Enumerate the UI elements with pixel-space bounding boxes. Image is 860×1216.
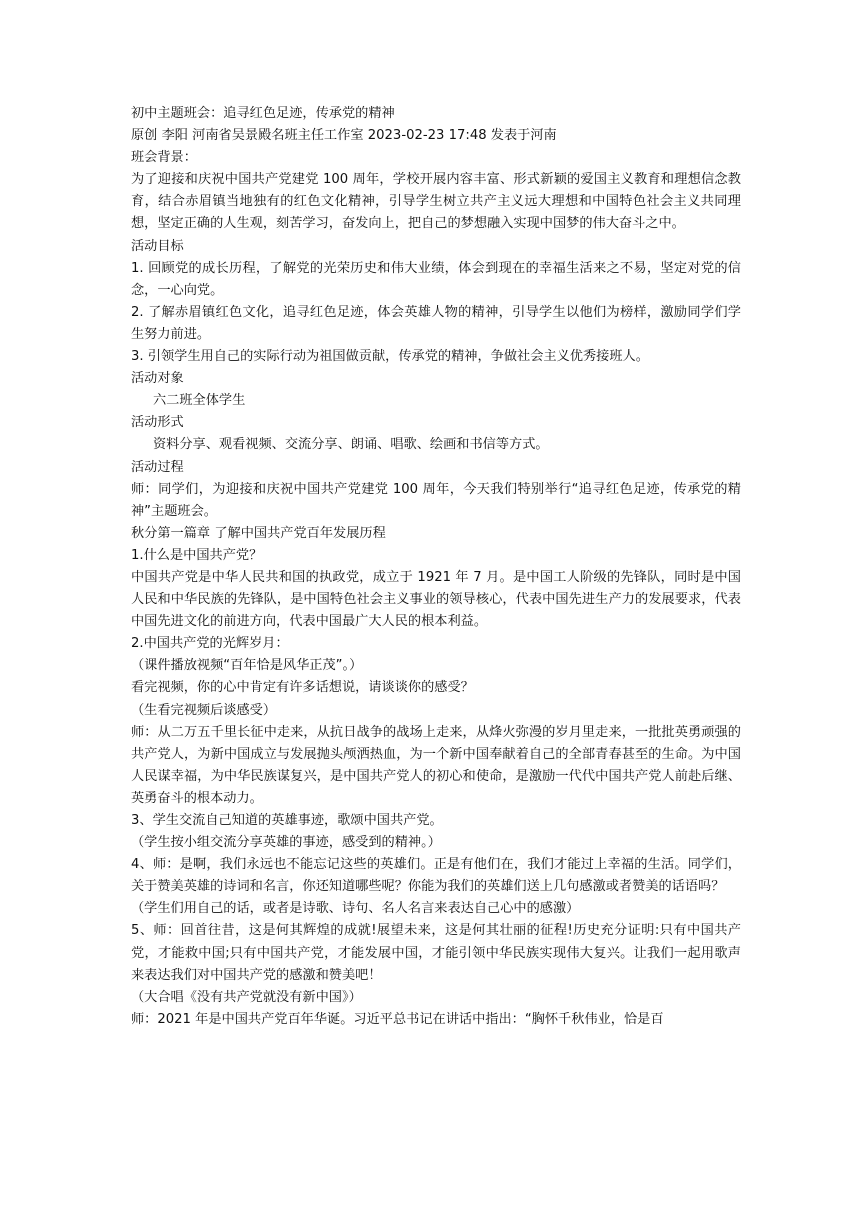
section-heading: 活动对象 <box>131 371 184 387</box>
list-item: 3. 引领学生用自己的实际行动为祖国做贡献，传承党的精神，争做社会主义优秀接班人。 <box>131 349 649 365</box>
paragraph: （学生们用自己的话，或者是诗歌、诗句、名人名言来表达自己心中的感激） <box>131 901 580 917</box>
list-item: 1.什么是中国共产党？ <box>131 547 263 563</box>
paragraph: （学生按小组交流分享英雄的事迹，感受到的精神。） <box>131 835 441 851</box>
paragraph: 师：同学们，为迎接和庆祝中国共产党建党 100 周年，今天我们特别举行“追寻红色足迹，传承党的精神”主题班会。 <box>131 481 741 519</box>
paragraph: 中国共产党是中华人民共和国的执政党，成立于 1921 年 7 月。是中国工人阶级的先锋队，同时是中国人民和中华民族的先锋队，是中国特色社会主义事业的领导核心，代表中国先进生产力的发展要求，代表中国先进文化的前进方向，代表中国最广大人民的根本利益。 <box>131 569 741 630</box>
document-title: 初中主题班会：追寻红色足迹，传承党的精神 <box>131 106 395 121</box>
paragraph: 看完视频，你的心中肯定有许多话想说，请谈谈你的感受？ <box>131 680 474 696</box>
paragraph: 为了迎接和庆祝中国共产党建党 100 周年，学校开展内容丰富、形式新颖的爱国主义教育和理想信念教育，结合赤眉镇当地独有的红色文化精神，引导学生树立共产主义远大理想和中国特色社会主义共同理想，坚定正确的人生观，刻苦学习，奋发向上，把自己的梦想融入实现中国梦的伟大奋斗之中。 <box>131 172 741 232</box>
section-heading: 班会背景： <box>131 150 197 166</box>
list-item: 4、师：是啊，我们永远也不能忘记这些的英雄们。正是有他们在，我们才能过上幸福的生活。同学们，关于赞美英雄的诗词和名言，你还知道哪些呢？你能为我们的英雄们送上几句感激或者赞美的话语吗？ <box>131 857 741 895</box>
document-body <box>131 103 741 1031</box>
list-item: 1. 回顾党的成长历程，了解党的光荣历史和伟大业绩，体会到现在的幸福生活来之不易，坚定对党的信念，一心向党。 <box>131 260 741 298</box>
paragraph: （大合唱《没有共产党就没有新中国》） <box>131 989 362 1005</box>
section-heading: 活动过程 <box>131 459 184 475</box>
list-item: 3、学生交流自己知道的英雄事迹，歌颂中国共产党。 <box>131 813 443 828</box>
section-heading: 活动形式 <box>131 415 184 431</box>
paragraph: 师：2021 年是中国共产党百年华诞。习近平总书记在讲话中指出：“胸怀千秋伟业，恰是百 <box>131 1011 664 1027</box>
paragraph: （生看完视频后谈感受） <box>131 702 277 718</box>
paragraph: 资料分享、观看视频、交流分享、朗诵、唱歌、绘画和书信等方式。 <box>153 437 549 453</box>
paragraph: 师：从二万五千里长征中走来，从抗日战争的战场上走来，从烽火弥漫的岁月里走来，一批批英勇顽强的共产党人，为新中国成立与发展抛头颅洒热血，为一个新中国奉献着自己的全部青春甚至的生命。为中国人民谋幸福，为中华民族谋复兴，是中国共产党人的初心和使命，是激励一代代中国共产党人前赴后继、英勇奋斗的根本动力。 <box>131 724 741 806</box>
paragraph: （课件播放视频“百年恰是风华正茂”。） <box>131 658 363 674</box>
paragraph: 六二班全体学生 <box>153 393 246 409</box>
document-byline: 原创 李阳 河南省吴景殿名班主任工作室 2023-02-23 17:48 发表于河南 <box>131 128 557 144</box>
list-item: 2.中国共产党的光辉岁月： <box>131 636 289 652</box>
chapter-heading: 秋分第一篇章 了解中国共产党百年发展历程 <box>131 525 386 541</box>
section-heading: 活动目标 <box>131 238 184 254</box>
list-item: 5、师：回首往昔，这是何其辉煌的成就!展望未来，这是何其壮丽的征程!历史充分证明:只有中国共产党，才能救中国;只有中国共产党，才能发展中国，才能引领中华民族实现伟大复兴。让我们一起用歌声来表达我们对中国共产党的感激和赞美吧！ <box>131 923 741 983</box>
list-item: 2. 了解赤眉镇红色文化，追寻红色足迹，体会英雄人物的精神，引导学生以他们为榜样，激励同学们学生努力前进。 <box>131 304 741 342</box>
